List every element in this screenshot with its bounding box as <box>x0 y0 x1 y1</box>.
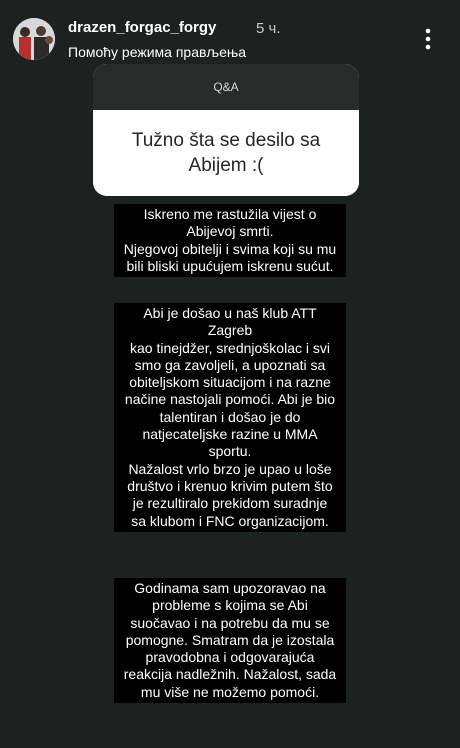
paragraph-line: sportu. <box>208 443 252 460</box>
paragraph-line: Nažalost vrlo brzo je upao u loše <box>128 460 332 477</box>
story-username[interactable]: drazen_forgac_forgy <box>68 19 217 36</box>
paragraph-line: natjecateljske razine u MMA <box>142 426 318 443</box>
paragraph-line: reakcija nadležnih. Nažalost, sada <box>123 666 337 683</box>
more-options-button[interactable] <box>414 26 442 52</box>
paragraph-line: Godinama sam upozoravao na <box>134 580 326 596</box>
qa-card-header: Q&A <box>93 64 359 110</box>
answer-paragraph-1 <box>114 204 346 277</box>
paragraph-line: smo ga zavoljeli, a upoznati sa <box>134 356 326 373</box>
avatar[interactable] <box>13 18 55 60</box>
paragraph-line: mu više ne možemo pomoći. <box>140 683 320 700</box>
paragraph-line: pomogne. Smatram da je izostala <box>125 631 335 648</box>
answer-paragraph-2 <box>114 303 346 532</box>
paragraph-line: talentiran i došao je do <box>159 408 301 425</box>
paragraph-line: je rezultiralo prekidom suradnje <box>132 495 328 512</box>
paragraph-line: načine nastojali pomoći. Abi je bio <box>124 391 336 408</box>
paragraph-line: društvo i krenuo krivim putem što <box>127 477 333 494</box>
more-vertical-icon <box>414 26 442 52</box>
story-timestamp: 5 ч. <box>256 20 281 37</box>
paragraph-line: Njegovoj obitelji i svima koji su mu <box>123 240 337 257</box>
paragraph-line: kao tinejdžer, srednjoškolac i svi <box>130 339 330 356</box>
paragraph-line: sa klubom i FNC organizacijom. <box>131 512 329 529</box>
paragraph-line: bili bliski upućujem iskrenu sućut. <box>126 257 334 274</box>
paragraph-line: Abi je došao u naš klub ATT Zagreb <box>143 305 317 339</box>
answer-paragraph-3 <box>114 578 346 703</box>
paragraph-line: obiteljskom situacijom i na razne <box>129 374 331 391</box>
qa-card-body <box>93 110 359 196</box>
paragraph-line: probleme s kojima se Abi <box>152 597 308 614</box>
avatar-photo <box>13 18 55 60</box>
story-subtitle: Помоћу режима прављења <box>68 44 247 60</box>
paragraph-line: pravodobna i odgovarajuća <box>145 649 315 666</box>
paragraph-line: suočavao i na potrebu da mu se <box>130 614 330 631</box>
qa-question-card <box>93 64 359 196</box>
qa-question-text: Tužno šta se desilo sa Abijem :( <box>131 130 321 176</box>
paragraph-line: Iskreno me rastužila vijest o <box>143 206 317 222</box>
paragraph-line: Abijevoj smrti. <box>186 223 274 240</box>
story-header <box>0 0 460 70</box>
